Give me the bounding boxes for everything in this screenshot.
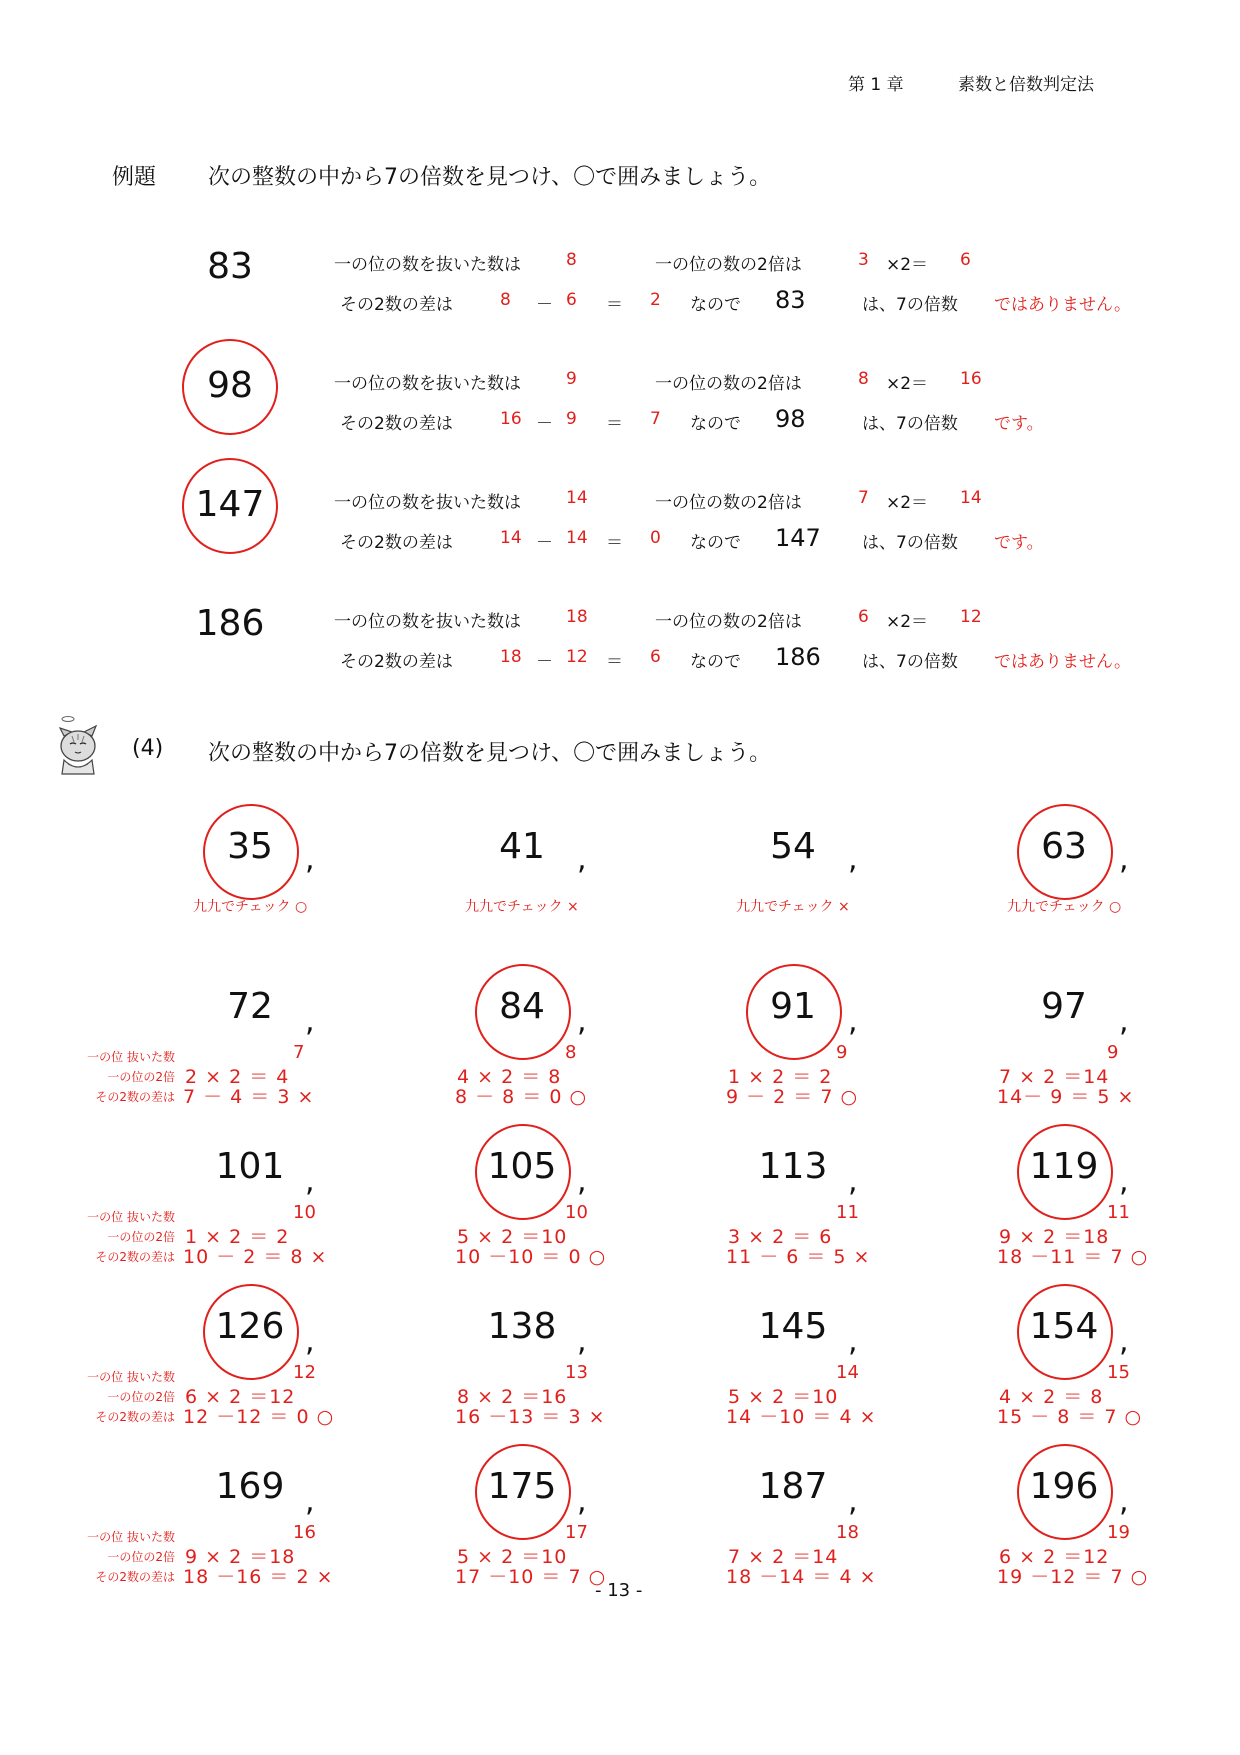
double-label: 一の位の数の2倍は (655, 612, 802, 632)
removed-digit-number: 17 (565, 1522, 588, 1543)
number-repeat: 83 (775, 286, 806, 314)
comma: , (305, 842, 315, 877)
double-label: 一の位の数の2倍は (655, 255, 802, 275)
equals-sign: ＝ (606, 414, 623, 434)
double-calc: 3 × 2 ＝ 6 (728, 1226, 833, 1248)
remove-label: 一の位の数を抜いた数は (334, 374, 521, 394)
example-number: 147 (195, 484, 265, 525)
verdict-text: ではありません。 (994, 652, 1132, 672)
double-operand: 3 (858, 250, 869, 270)
row-label-diff: その2数の差は (95, 1090, 175, 1104)
example-instruction: 次の整数の中から7の倍数を見つけ、〇で囲みましょう。 (208, 165, 772, 190)
chapter-number: 第 1 章 (848, 75, 904, 95)
double-operand: 7 (858, 488, 869, 508)
row-label-double: 一の位の2倍 (107, 1230, 175, 1244)
chapter-title: 素数と倍数判定法 (958, 75, 1094, 95)
minus-sign: － (536, 414, 553, 434)
problem-number[interactable]: 154 (1029, 1306, 1099, 1347)
double-operand: 8 (858, 369, 869, 389)
diff-calc: 14 －10 ＝ 4 × (726, 1406, 877, 1428)
diff-calc: 16 －13 ＝ 3 × (455, 1406, 606, 1428)
kuku-check-note: 九九でチェック × (736, 899, 850, 915)
diff-calc: 18 －16 ＝ 2 × (183, 1566, 334, 1588)
problem-number[interactable]: 145 (758, 1306, 828, 1347)
double-label: 一の位の数の2倍は (655, 374, 802, 394)
multiple-text: は、7の倍数 (862, 414, 958, 434)
double-calc: 1 × 2 ＝ 2 (185, 1226, 290, 1248)
answer-circle (475, 1124, 571, 1220)
problem-number[interactable]: 91 (770, 986, 816, 1027)
double-calc: 7 × 2 ＝14 (999, 1066, 1110, 1088)
diff-operand-b: 6 (566, 290, 577, 310)
diff-result: 6 (650, 647, 661, 667)
comma: , (577, 1484, 587, 1519)
removed-digit-number: 14 (836, 1362, 859, 1383)
answer-circle (203, 1284, 299, 1380)
removed-digit-number: 10 (293, 1202, 316, 1223)
problem-number[interactable]: 196 (1029, 1466, 1099, 1507)
problem-number[interactable]: 63 (1041, 826, 1087, 867)
removed-digit-number: 10 (565, 1202, 588, 1223)
diff-result: 7 (650, 409, 661, 429)
number-repeat: 186 (775, 643, 821, 671)
removed-digit-number: 12 (293, 1362, 316, 1383)
answer-circle (475, 1444, 571, 1540)
verdict-text: です。 (994, 533, 1044, 553)
double-calc: 9 × 2 ＝18 (185, 1546, 296, 1568)
double-calc: 9 × 2 ＝18 (999, 1226, 1110, 1248)
row-label-remove: 一の位 抜いた数 (87, 1210, 175, 1224)
problem-number[interactable]: 105 (487, 1146, 557, 1187)
diff-label: その2数の差は (340, 295, 453, 315)
number-repeat: 98 (775, 405, 806, 433)
remove-value: 8 (566, 250, 577, 270)
double-operand: 6 (858, 607, 869, 627)
removed-digit-number: 7 (293, 1042, 305, 1063)
diff-calc: 18 －14 ＝ 4 × (726, 1566, 877, 1588)
page-number: - 13 - (595, 1580, 643, 1601)
diff-calc: 19 －12 ＝ 7 ○ (997, 1566, 1149, 1588)
problem-number[interactable]: 72 (227, 986, 273, 1027)
kuku-check-note: 九九でチェック ○ (193, 899, 308, 915)
problem-number[interactable]: 187 (758, 1466, 828, 1507)
answer-circle (475, 964, 571, 1060)
removed-digit-number: 13 (565, 1362, 588, 1383)
problem-number[interactable]: 84 (499, 986, 545, 1027)
diff-calc: 14－ 9 ＝ 5 × (997, 1086, 1135, 1108)
comma: , (305, 1004, 315, 1039)
row-label-diff: その2数の差は (95, 1250, 175, 1264)
comma: , (848, 1164, 858, 1199)
nanode-text: なので (690, 414, 741, 434)
minus-sign: － (536, 295, 553, 315)
diff-calc: 12 －12 ＝ 0 ○ (183, 1406, 335, 1428)
diff-calc: 15 － 8 ＝ 7 ○ (997, 1406, 1143, 1428)
row-label-remove: 一の位 抜いた数 (87, 1370, 175, 1384)
problem-number[interactable]: 97 (1041, 986, 1087, 1027)
diff-calc: 7 － 4 ＝ 3 × (183, 1086, 315, 1108)
double-result: 6 (960, 250, 971, 270)
kuku-check-note: 九九でチェック × (465, 899, 579, 915)
removed-digit-number: 11 (1107, 1202, 1130, 1223)
nanode-text: なので (690, 533, 741, 553)
diff-calc: 10 －10 ＝ 0 ○ (455, 1246, 607, 1268)
problem-number[interactable]: 119 (1029, 1146, 1099, 1187)
diff-calc: 18 －11 ＝ 7 ○ (997, 1246, 1149, 1268)
double-calc: 4 × 2 ＝ 8 (999, 1386, 1104, 1408)
number-repeat: 147 (775, 524, 821, 552)
double-label: 一の位の数の2倍は (655, 493, 802, 513)
problem-number: (4) (132, 736, 164, 761)
double-calc: 5 × 2 ＝10 (728, 1386, 839, 1408)
equals-sign: ＝ (606, 652, 623, 672)
double-operator: ×2＝ (886, 612, 929, 632)
remove-label: 一の位の数を抜いた数は (334, 612, 521, 632)
comma: , (848, 1484, 858, 1519)
answer-circle (182, 339, 278, 435)
multiple-text: は、7の倍数 (862, 533, 958, 553)
removed-digit-number: 15 (1107, 1362, 1130, 1383)
equals-sign: ＝ (606, 295, 623, 315)
comma: , (1119, 1324, 1129, 1359)
diff-calc: 17 －10 ＝ 7 ○ (455, 1566, 607, 1588)
problem-number[interactable]: 138 (487, 1306, 557, 1347)
comma: , (305, 1484, 315, 1519)
example-number: 98 (207, 365, 253, 406)
double-calc: 5 × 2 ＝10 (457, 1546, 568, 1568)
comma: , (1119, 1164, 1129, 1199)
diff-result: 2 (650, 290, 661, 310)
diff-calc: 9 － 2 ＝ 7 ○ (726, 1086, 859, 1108)
comma: , (577, 842, 587, 877)
comma: , (305, 1324, 315, 1359)
removed-digit-number: 8 (565, 1042, 577, 1063)
diff-label: その2数の差は (340, 652, 453, 672)
double-calc: 8 × 2 ＝16 (457, 1386, 568, 1408)
row-label-double: 一の位の2倍 (107, 1070, 175, 1084)
row-label-double: 一の位の2倍 (107, 1550, 175, 1564)
double-calc: 1 × 2 ＝ 2 (728, 1066, 833, 1088)
diff-operand-a: 16 (500, 409, 522, 429)
row-label-double: 一の位の2倍 (107, 1390, 175, 1404)
comma: , (848, 842, 858, 877)
double-operator: ×2＝ (886, 493, 929, 513)
double-calc: 7 × 2 ＝14 (728, 1546, 839, 1568)
diff-operand-a: 8 (500, 290, 511, 310)
answer-circle (1017, 1444, 1113, 1540)
diff-label: その2数の差は (340, 414, 453, 434)
problem-number[interactable]: 169 (215, 1466, 285, 1507)
comma: , (577, 1324, 587, 1359)
problem-number[interactable]: 35 (227, 826, 273, 867)
answer-circle (1017, 1124, 1113, 1220)
comma: , (577, 1164, 587, 1199)
multiple-text: は、7の倍数 (862, 652, 958, 672)
minus-sign: － (536, 533, 553, 553)
equals-sign: ＝ (606, 533, 623, 553)
problem-number[interactable]: 113 (758, 1146, 828, 1187)
row-label-remove: 一の位 抜いた数 (87, 1050, 175, 1064)
comma: , (1119, 1484, 1129, 1519)
double-calc: 6 × 2 ＝12 (999, 1546, 1110, 1568)
removed-digit-number: 16 (293, 1522, 316, 1543)
kuku-check-note: 九九でチェック ○ (1007, 899, 1122, 915)
problem-number[interactable]: 54 (770, 826, 816, 867)
double-calc: 6 × 2 ＝12 (185, 1386, 296, 1408)
row-label-diff: その2数の差は (95, 1410, 175, 1424)
double-result: 14 (960, 488, 982, 508)
diff-operand-a: 18 (500, 647, 522, 667)
remove-value: 18 (566, 607, 588, 627)
example-label: 例題 (112, 165, 157, 190)
answer-circle (203, 804, 299, 900)
comma: , (305, 1164, 315, 1199)
remove-label: 一の位の数を抜いた数は (334, 493, 521, 513)
cat-icon (52, 714, 104, 776)
diff-calc: 11 － 6 ＝ 5 × (726, 1246, 871, 1268)
diff-operand-b: 14 (566, 528, 588, 548)
double-operator: ×2＝ (886, 255, 929, 275)
removed-digit-number: 19 (1107, 1522, 1130, 1543)
removed-digit-number: 9 (1107, 1042, 1119, 1063)
comma: , (1119, 842, 1129, 877)
double-operator: ×2＝ (886, 374, 929, 394)
comma: , (577, 1004, 587, 1039)
comma: , (848, 1324, 858, 1359)
diff-result: 0 (650, 528, 661, 548)
remove-label: 一の位の数を抜いた数は (334, 255, 521, 275)
problem-number[interactable]: 175 (487, 1466, 557, 1507)
removed-digit-number: 18 (836, 1522, 859, 1543)
comma: , (1119, 1004, 1129, 1039)
problem-number[interactable]: 126 (215, 1306, 285, 1347)
double-result: 12 (960, 607, 982, 627)
problem-number[interactable]: 101 (215, 1146, 285, 1187)
removed-digit-number: 11 (836, 1202, 859, 1223)
answer-circle (1017, 804, 1113, 900)
verdict-text: です。 (994, 414, 1044, 434)
minus-sign: － (536, 652, 553, 672)
diff-calc: 10 － 2 ＝ 8 × (183, 1246, 328, 1268)
row-label-diff: その2数の差は (95, 1570, 175, 1584)
diff-label: その2数の差は (340, 533, 453, 553)
example-number: 83 (207, 246, 253, 287)
nanode-text: なので (690, 295, 741, 315)
answer-circle (746, 964, 842, 1060)
answer-circle (182, 458, 278, 554)
double-calc: 4 × 2 ＝ 8 (457, 1066, 562, 1088)
multiple-text: は、7の倍数 (862, 295, 958, 315)
diff-operand-b: 9 (566, 409, 577, 429)
double-calc: 2 × 2 ＝ 4 (185, 1066, 290, 1088)
nanode-text: なので (690, 652, 741, 672)
remove-value: 9 (566, 369, 577, 389)
double-calc: 5 × 2 ＝10 (457, 1226, 568, 1248)
remove-value: 14 (566, 488, 588, 508)
problem-number[interactable]: 41 (499, 826, 545, 867)
example-number: 186 (195, 603, 265, 644)
problem-instruction: 次の整数の中から7の倍数を見つけ、〇で囲みましょう。 (208, 741, 772, 766)
diff-operand-a: 14 (500, 528, 522, 548)
double-result: 16 (960, 369, 982, 389)
verdict-text: ではありません。 (994, 295, 1132, 315)
removed-digit-number: 9 (836, 1042, 848, 1063)
row-label-remove: 一の位 抜いた数 (87, 1530, 175, 1544)
answer-circle (1017, 1284, 1113, 1380)
comma: , (848, 1004, 858, 1039)
diff-operand-b: 12 (566, 647, 588, 667)
diff-calc: 8 － 8 ＝ 0 ○ (455, 1086, 588, 1108)
